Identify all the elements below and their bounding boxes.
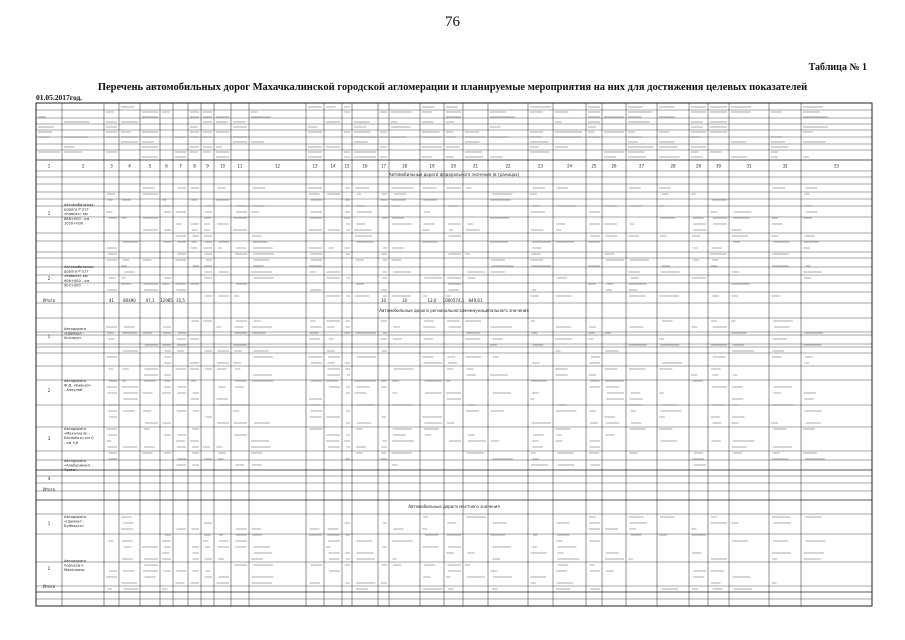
road-name-line: «Шамхал - <box>64 331 85 336</box>
row-label: 1 <box>47 334 51 339</box>
row-label: Итого <box>42 584 56 589</box>
total-value: 849,61 <box>468 298 483 303</box>
road-name-line: Талги» <box>64 468 78 473</box>
column-number: 8 <box>193 163 196 169</box>
road-name-line: 888+000 - км <box>64 216 90 221</box>
column-number: 32 <box>782 163 788 169</box>
road-name-line: - км 3,6 <box>64 440 79 445</box>
column-number: 24 <box>566 163 573 169</box>
section-header: Автомобильные дороги местного значения <box>408 504 500 509</box>
row-label: 2 <box>47 388 51 393</box>
column-number: 15 <box>344 163 350 169</box>
column-number: 21 <box>472 163 479 169</box>
road-name-line: Ф.Д. «Кавказ» <box>64 383 91 388</box>
total-value: 41 <box>108 298 115 303</box>
column-number: 30 <box>715 163 722 169</box>
total-value: 35,5 <box>176 298 185 303</box>
column-number: 22 <box>505 163 511 169</box>
column-number: 13 <box>312 163 318 169</box>
column-number: 11 <box>237 163 243 169</box>
road-name-line: «Кавказ» км <box>64 212 88 217</box>
road-name-line: - Кяхулай <box>64 388 83 393</box>
column-number: 19 <box>429 163 435 169</box>
column-number: 2 <box>81 163 85 169</box>
road-name-line: Махачкале <box>64 568 85 573</box>
column-number: 26 <box>611 163 617 169</box>
road-name-line: Автодорога <box>64 559 87 563</box>
column-number: 18 <box>401 163 408 169</box>
column-number: 1 <box>47 163 51 169</box>
road-name-line: 1020+000 <box>64 221 84 226</box>
column-number: 5 <box>148 163 152 169</box>
column-number: 7 <box>179 163 182 169</box>
road-name-line: Автодорога <box>64 515 87 519</box>
road-name-line: 907+000 <box>64 283 81 288</box>
row-label: Итого <box>42 487 56 492</box>
column-number: 16 <box>362 163 368 169</box>
total-value: 12,0 <box>427 298 437 303</box>
column-number: 20 <box>450 163 457 169</box>
column-number: 4 <box>128 163 131 169</box>
total-value: 47,1 <box>145 298 155 303</box>
section-header: Автомобильные дороги федерального значения (в границах) <box>388 172 520 177</box>
column-number: 12 <box>274 163 281 169</box>
road-name-line: 906+000 - км <box>64 278 90 283</box>
table-frame <box>36 103 872 606</box>
column-number: 17 <box>380 163 387 169</box>
column-number: 27 <box>638 163 645 169</box>
road-name-line: Автодорога <box>64 459 87 463</box>
row-label: Итого <box>42 298 56 303</box>
column-number: 25 <box>591 163 597 169</box>
page-number: 76 <box>445 14 460 30</box>
column-number: 3 <box>110 163 113 169</box>
column-number: 33 <box>833 163 840 169</box>
section-header: Автомобильные дороги регионального/межмуниципального значения <box>379 308 529 313</box>
road-name-line: Автодорога <box>64 379 87 383</box>
road-name-line: Автодорога <box>64 327 87 331</box>
column-number: 31 <box>746 163 752 169</box>
road-name-line: «Альбурикент - <box>64 463 94 468</box>
road-name-line: Каспийск» км 0 <box>64 436 94 441</box>
total-value: 10 <box>380 298 387 303</box>
row-label: 3 <box>47 436 51 441</box>
road-name-line: Агачаул» <box>64 336 82 341</box>
road-name-line: дорога Р-217 <box>64 207 89 212</box>
table-title: Перечень автомобильных дорог Махачкалинской городской агломерации и планируемые мероприятия на них для достижения целевых показателей <box>97 82 808 93</box>
row-label: 1 <box>47 211 51 216</box>
column-number: 10 <box>219 163 226 169</box>
column-number: 28 <box>670 163 676 169</box>
table-date: 01.05.2017год. <box>36 93 83 102</box>
column-number: 9 <box>206 163 209 169</box>
column-number: 6 <box>165 163 168 169</box>
road-name-line: Буйнакск» <box>64 524 84 529</box>
road-name-line: Автомобильная <box>64 203 94 207</box>
road-name-line: Автомобильная <box>64 265 94 269</box>
column-number: 14 <box>330 163 336 169</box>
row-label: 1 <box>47 521 51 526</box>
column-number: 29 <box>695 163 702 169</box>
row-label: 4 <box>47 476 51 481</box>
road-name-line: «Шамхал - <box>64 519 85 524</box>
total-value: 80490 <box>123 298 136 303</box>
road-name-line: дорога Р-217 <box>64 269 89 274</box>
road-name-line: «Кавказ» км <box>64 274 88 279</box>
road-name-line: подъезд к <box>64 563 84 568</box>
table-number: Таблица № 1 <box>808 62 867 73</box>
total-value: 1000574,1 <box>442 298 465 303</box>
total-value: 12985 <box>160 298 173 303</box>
column-number: 23 <box>537 163 544 169</box>
road-name-line: «Махачкала - <box>64 431 90 436</box>
row-label: 2 <box>47 566 51 571</box>
row-label: 2 <box>47 276 51 281</box>
total-value: 10 <box>401 298 408 303</box>
road-name-line: Автодорога <box>64 427 87 431</box>
